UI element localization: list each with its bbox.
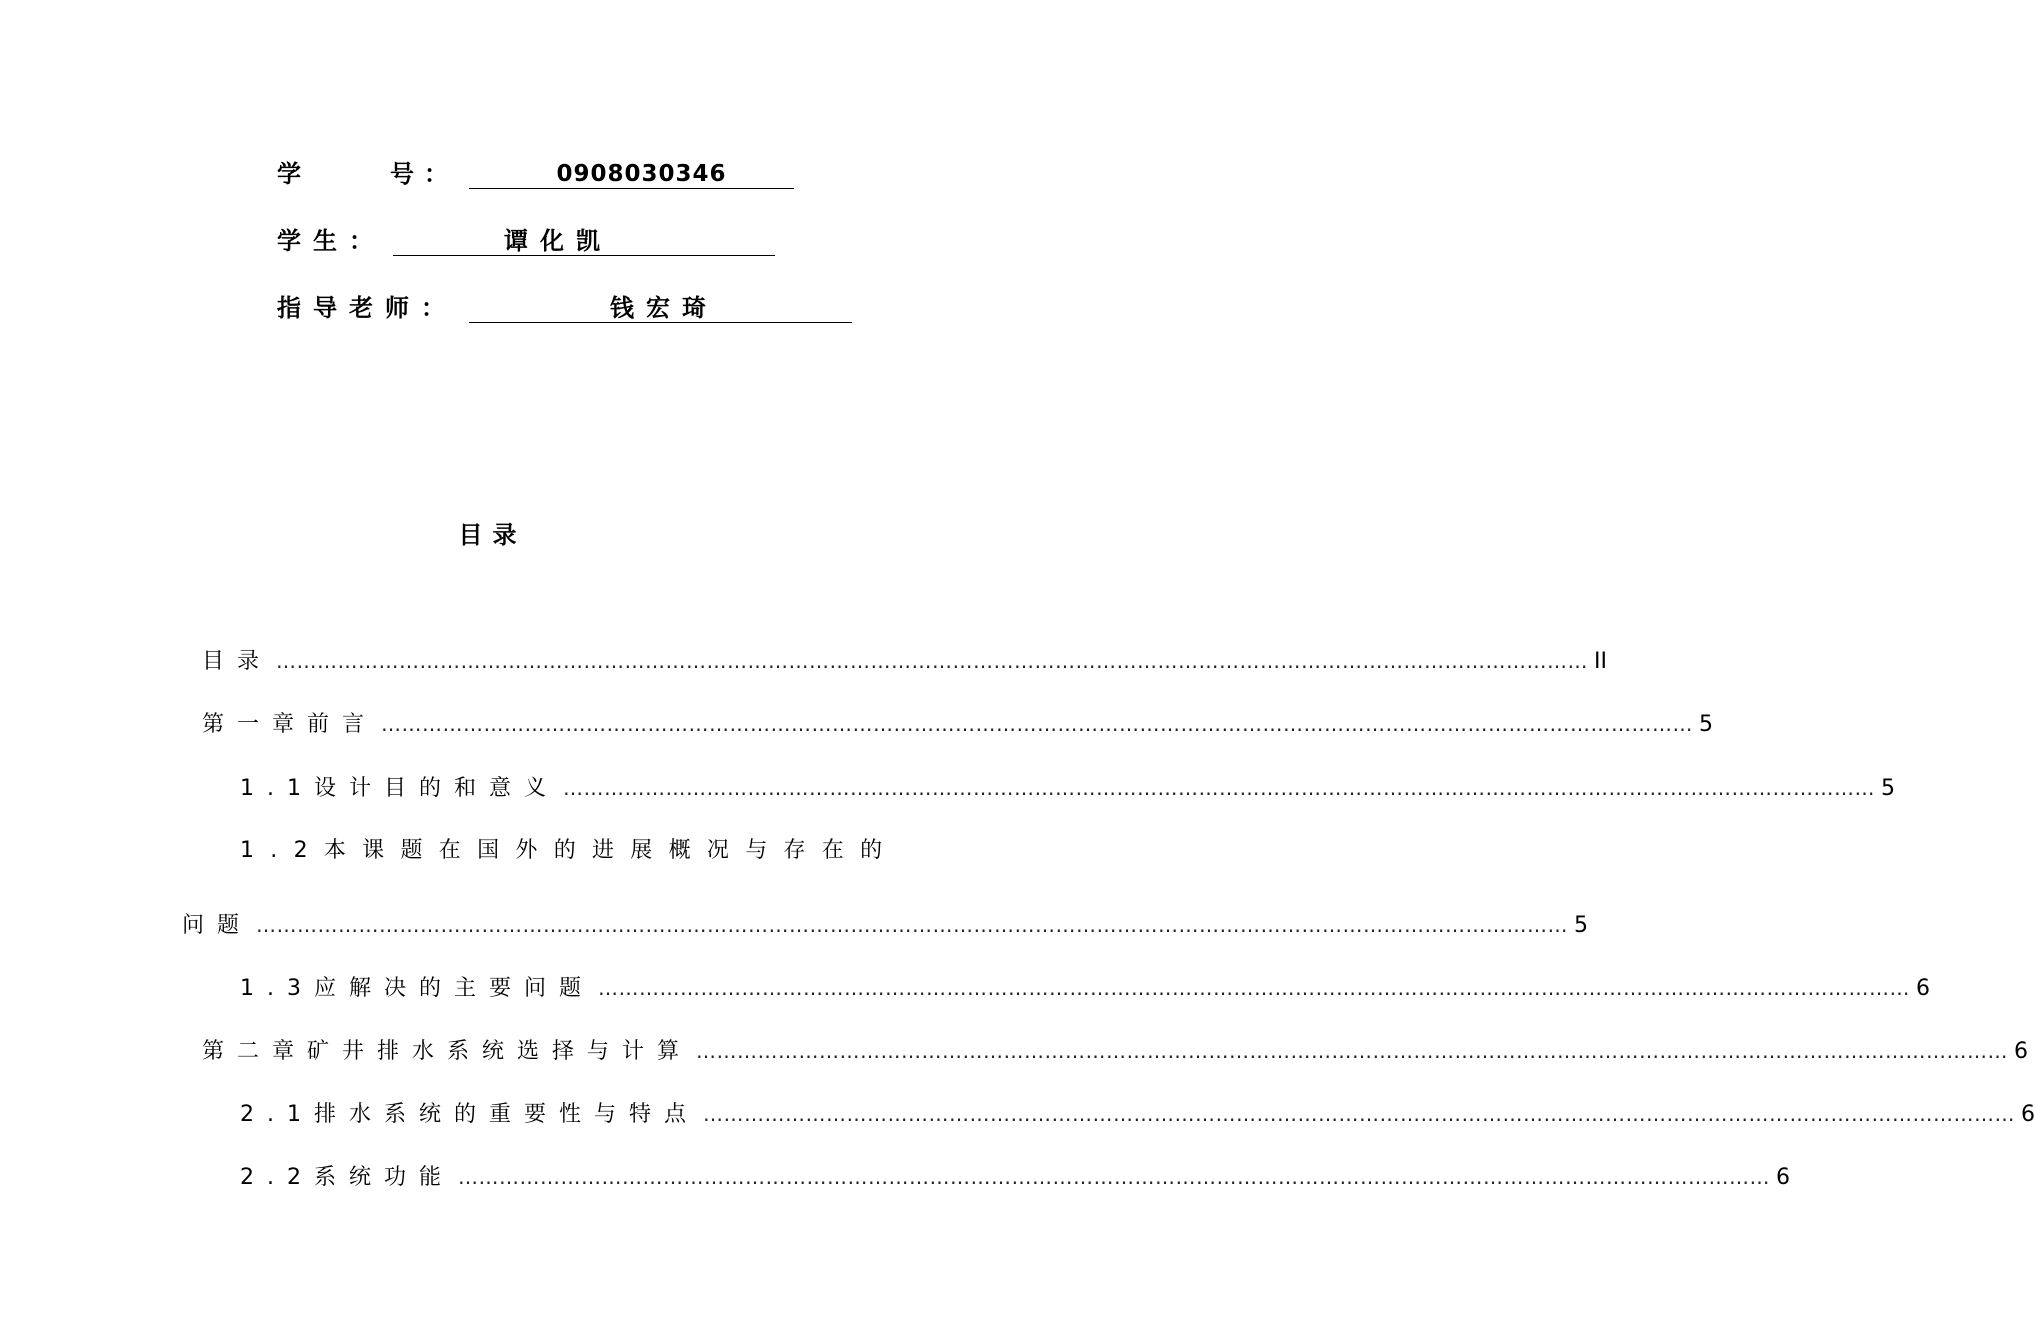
toc-page-number: 5 [1574,913,1589,938]
student-id-value: 0908030346 [556,161,727,187]
toc-entry[interactable] [240,1157,1790,1197]
student-id-label-part1: 学 [277,160,301,188]
toc-page-number: 6 [1776,1165,1790,1190]
advisor-name-value: 钱宏琦 [610,294,718,322]
toc-leader-dots: ………………………………………………………………………………………………………………………………………………………………………… [703,1102,2015,1126]
toc-entry[interactable] [240,768,1895,808]
toc-entry-title: 2.2系统功能 [240,1165,454,1190]
advisor-row [0,288,950,328]
toc-page-number: 6 [1916,976,1930,1001]
toc-entry-title-line1[interactable]: 1.2本课题在国外的进展概况与存在的 [240,838,899,863]
toc-page-number: 5 [1881,776,1895,801]
toc-entry-title: 矿井排水系统选择与计算 [307,1039,693,1064]
toc-page-number: II [1594,649,1607,674]
toc-leader-dots: ………………………………………………………………………………………………………………………………………………………………………… [276,649,1589,673]
student-name-row [0,221,950,261]
student-id-label-part2: 号： [390,160,458,188]
toc-heading: 目录 [458,521,527,549]
toc-leader-dots: ………………………………………………………………………………………………………………………………………………………………………… [696,1039,2009,1063]
toc-leader-dots: ………………………………………………………………………………………………………………………………………………………………………… [598,976,1910,1000]
toc-entry-title: 1.1设计目的和意义 [240,776,559,801]
toc-leader-dots: ………………………………………………………………………………………………………………………………………………………………………… [256,913,1569,937]
toc-entry[interactable] [182,905,1589,945]
toc-entry[interactable] [202,704,1714,744]
toc-leader-dots: ………………………………………………………………………………………………………………………………………………………………………… [458,1165,1770,1189]
toc-entry[interactable] [202,641,1607,681]
toc-entry[interactable] [240,968,1930,1008]
toc-entry-title: 前言 [307,712,378,737]
toc-entry[interactable] [202,1031,2029,1071]
toc-entry-title-line2: 问题 [182,913,253,938]
advisor-label: 指导老师： [277,294,457,322]
toc-chapter-number: 第一章 [202,712,308,737]
toc-leader-dots: ………………………………………………………………………………………………………………………………………………………………………… [381,712,1694,736]
student-name-label: 学生： [277,227,385,255]
toc-page-number: 5 [1699,712,1714,737]
student-id-row [0,154,950,194]
student-name-value: 谭化凯 [504,227,612,255]
toc-chapter-number: 第二章 [202,1039,308,1064]
toc-entry-title: 目录 [202,649,273,674]
toc-entry-title: 1.3应解决的主要问题 [240,976,594,1001]
toc-entry[interactable] [240,1094,2035,1134]
toc-page-number: 6 [2021,1102,2035,1127]
toc-page-number: 6 [2014,1039,2029,1064]
toc-leader-dots: ………………………………………………………………………………………………………………………………………………………………………… [563,776,1875,800]
toc-entry-title: 2.1排水系统的重要性与特点 [240,1102,699,1127]
